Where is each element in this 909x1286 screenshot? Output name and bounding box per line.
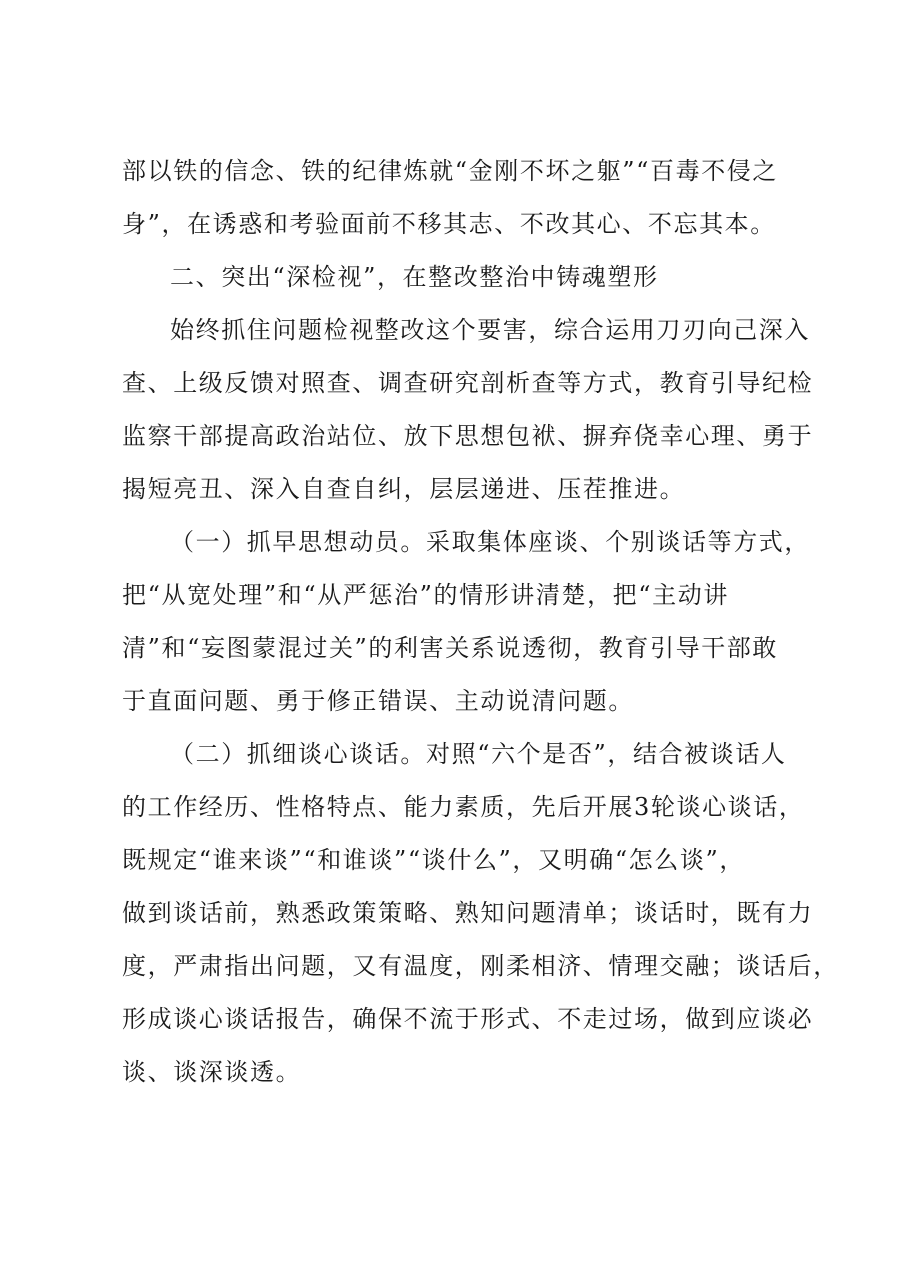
text-line: 谈、谈深谈透。 bbox=[122, 1058, 302, 1086]
paragraph-item-2 bbox=[122, 728, 839, 1099]
text-line: 形成谈心谈话报告，确保不流于形式、不走过场，做到应谈必 bbox=[122, 1005, 814, 1033]
text-line: 把“从宽处理”和“从严惩治”的情形讲清楚，把“主动讲 bbox=[122, 581, 729, 609]
text-line: 部以铁的信念、铁的纪律炼就“金刚不坏之躯”“百毒不侵之 bbox=[122, 157, 779, 185]
text-line: （一）抓早思想动员。采取集体座谈、个别谈话等方式， bbox=[170, 528, 810, 556]
text-line: 做到谈话前，熟悉政策策略、熟知问题清单；谈话时，既有力 bbox=[122, 899, 814, 927]
heading-text: 二、突出“深检视”，在整改整治中铸魂塑形 bbox=[170, 263, 659, 291]
text-line: （二）抓细谈心谈话。对照“六个是否”，结合被谈话人 bbox=[170, 740, 787, 768]
text-line: 度，严肃指出问题，又有温度，刚柔相济、情理交融；谈话后， bbox=[122, 952, 839, 980]
document-body bbox=[122, 145, 839, 1099]
text-line: 查、上级反馈对照查、调查研究剖析查等方式，教育引导纪检 bbox=[122, 369, 814, 397]
text-line: 清”和“妄图蒙混过关”的利害关系说透彻，教育引导干部敢 bbox=[122, 634, 779, 662]
text-line: 监察干部提高政治站位、放下思想包袱、摒弃侥幸心理、勇于 bbox=[122, 422, 814, 450]
text-line: 于直面问题、勇于修正错误、主动说清问题。 bbox=[122, 687, 634, 715]
section-heading bbox=[122, 251, 804, 304]
text-line: 始终抓住问题检视整改这个要害，综合运用刀刃向己深入 bbox=[170, 316, 810, 344]
text-line: 既规定“谁来谈”“和谁谈”“谈什么”，又明确“怎么谈”， bbox=[122, 846, 745, 874]
text-line: 揭短亮丑、深入自查自纠，层层递进、压茬推进。 bbox=[122, 475, 686, 503]
text-line: 身”，在诱惑和考验面前不移其志、不改其心、不忘其本。 bbox=[122, 210, 776, 238]
paragraph-intro bbox=[122, 304, 814, 516]
text-line: 的工作经历、性格特点、能力素质，先后开展3轮谈心谈话， bbox=[122, 793, 805, 821]
paragraph-continuation bbox=[122, 145, 804, 251]
paragraph-item-1 bbox=[122, 516, 810, 728]
